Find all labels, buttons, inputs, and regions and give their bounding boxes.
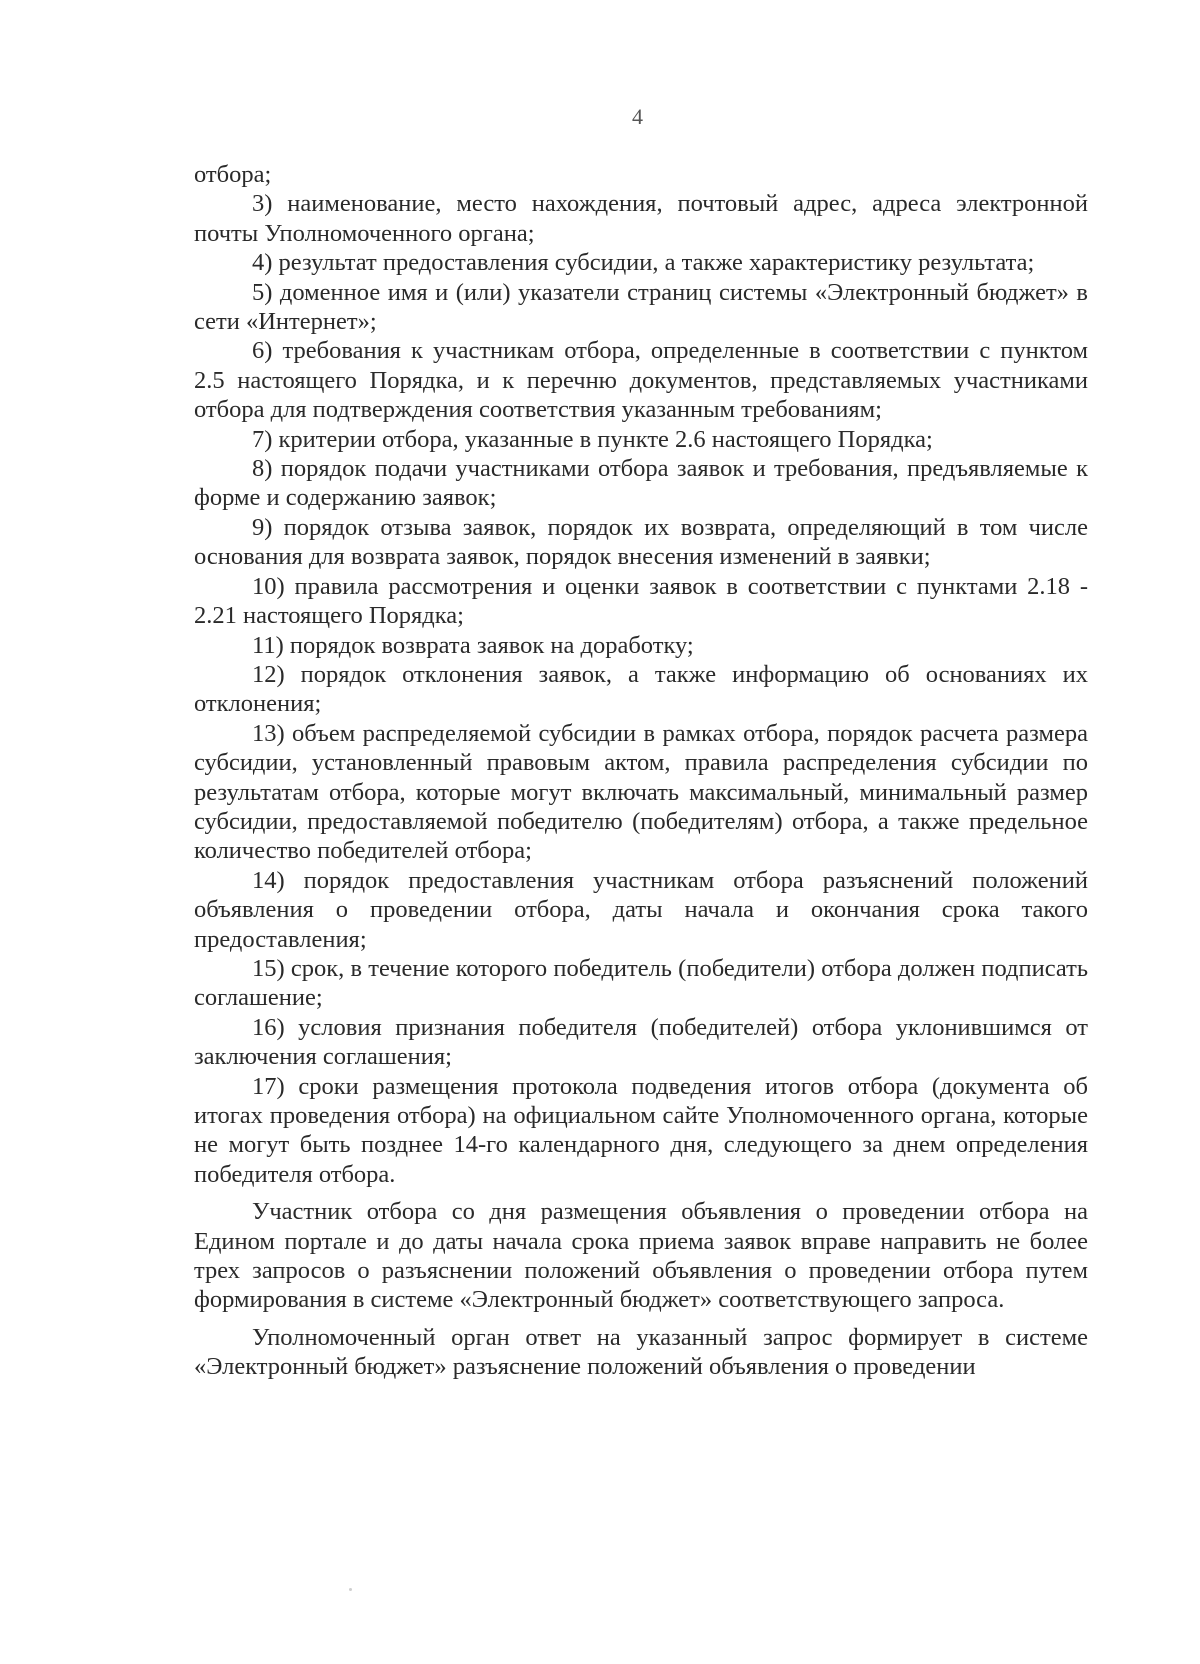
paragraph: 17) сроки размещения протокола подведения итогов отбора (документа об итогах проведения отбора) на официальном сайте Уполномоченного органа, которые не могут быть позднее 14-го календарного дня, следующего за днем определения победителя отбора.	[194, 1072, 1088, 1188]
paragraph: отбора;	[194, 161, 272, 188]
paragraph: 3) наименование, место нахождения, почтовый адрес, адреса электронной почты Уполномоченного органа;	[194, 190, 1088, 247]
paragraph: Участник отбора со дня размещения объявления о проведении отбора на Едином портале и до даты начала срока приема заявок вправе направить не более трех запросов о разъяснении положений объявления о проведении отбора путем формирования в системе «Электронный бюджет» соответствующего запроса.	[194, 1198, 1088, 1314]
document-body	[194, 160, 1088, 1382]
paragraph: 12) порядок отклонения заявок, а также информацию об основаниях их отклонения;	[194, 660, 1088, 718]
paragraph: 9) порядок отзыва заявок, порядок их возврата, определяющий в том числе основания для возврата заявок, порядок внесения изменений в заявки;	[194, 513, 1088, 571]
paragraph: 4) результат предоставления субсидии, а также характеристику результата;	[252, 249, 1035, 277]
paragraph: 16) условия признания победителя (победителей) отбора уклонившимся от заключения соглашения;	[194, 1013, 1088, 1071]
paragraph: 14) порядок предоставления участникам отбора разъяснений положений объявления о проведении отбора, даты начала и окончания срока такого предоставления;	[194, 866, 1088, 953]
paragraph: 5) доменное имя и (или) указатели страниц системы «Электронный бюджет» в сети «Интернет»;	[194, 278, 1088, 336]
paragraph: 7) критерии отбора, указанные в пункте 2.6 настоящего Порядка;	[252, 425, 933, 453]
scan-artifact	[349, 1588, 352, 1591]
paragraph: Уполномоченный орган ответ на указанный запрос формирует в системе «Электронный бюджет» разъяснение положений объявления о проведении	[194, 1323, 1088, 1381]
page-number: 4	[632, 104, 643, 129]
paragraph: 11) порядок возврата заявок на доработку;	[252, 631, 694, 659]
paragraph: 13) объем распределяемой субсидии в рамках отбора, порядок расчета размера субсидии, установленный правовым актом, правила распределения субсидии по результатам отбора, которые могут включать максимальный, минимальный размер субсидии, предоставляемой победителю (победителям) отбора, а также предельное количество победителей отбора;	[194, 719, 1088, 865]
paragraph: 6) требования к участникам отбора, определенные в соответствии с пунктом 2.5 настоящего Порядка, и к перечню документов, представляемых участниками отбора для подтверждения соответствия указанным требованиям;	[194, 337, 1088, 424]
paragraph: 10) правила рассмотрения и оценки заявок в соответствии с пунктами 2.18 - 2.21 настоящего Порядка;	[194, 572, 1088, 630]
paragraph: 8) порядок подачи участниками отбора заявок и требования, предъявляемые к форме и содержанию заявок;	[194, 455, 1088, 512]
paragraph: 15) срок, в течение которого победитель (победители) отбора должен подписать соглашение;	[194, 954, 1088, 1012]
